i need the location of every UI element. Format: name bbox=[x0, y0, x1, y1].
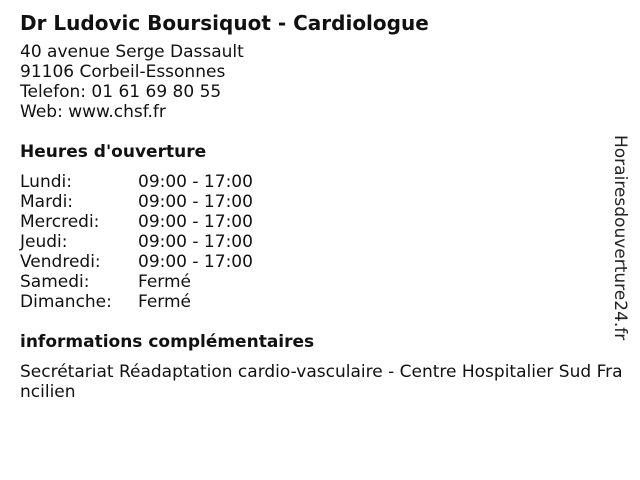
website-line: Web: www.chsf.fr bbox=[20, 102, 166, 122]
time-value: 09:00 - 17:00 bbox=[138, 232, 253, 252]
time-value: 09:00 - 17:00 bbox=[138, 212, 253, 232]
day-label: Jeudi: bbox=[20, 232, 68, 252]
hours-row-tuesday bbox=[20, 192, 610, 212]
business-name: Dr Ludovic Boursiquot - Cardiologue bbox=[20, 11, 429, 35]
hours-row-saturday bbox=[20, 272, 610, 292]
hours-row-wednesday bbox=[20, 212, 610, 232]
hours-row-thursday bbox=[20, 232, 610, 252]
time-value: Fermé bbox=[138, 292, 192, 312]
time-value: 09:00 - 17:00 bbox=[138, 192, 253, 212]
additional-info-heading: informations complémentaires bbox=[20, 332, 315, 352]
hours-row-monday bbox=[20, 172, 610, 192]
day-label: Samedi: bbox=[20, 272, 90, 292]
day-label: Lundi: bbox=[20, 172, 72, 192]
additional-info-text: Secrétariat Réadaptation cardio-vasculaire - Centre Hospitalier Sud Francilien bbox=[20, 362, 623, 402]
address-line-city: 91106 Corbeil-Essonnes bbox=[20, 62, 226, 82]
day-label: Vendredi: bbox=[20, 252, 101, 272]
hours-row-sunday bbox=[20, 292, 610, 312]
phone-line: Telefon: 01 61 69 80 55 bbox=[20, 82, 222, 102]
day-label: Mercredi: bbox=[20, 212, 100, 232]
time-value: Fermé bbox=[138, 272, 192, 292]
opening-hours-heading: Heures d'ouverture bbox=[20, 142, 207, 162]
hours-row-friday bbox=[20, 252, 610, 272]
address-line-street: 40 avenue Serge Dassault bbox=[20, 42, 244, 62]
time-value: 09:00 - 17:00 bbox=[138, 252, 253, 272]
day-label: Dimanche: bbox=[20, 292, 112, 312]
site-watermark: Horairesdouverture24.fr bbox=[610, 135, 630, 341]
opening-hours-table bbox=[20, 172, 610, 312]
time-value: 09:00 - 17:00 bbox=[138, 172, 253, 192]
day-label: Mardi: bbox=[20, 192, 74, 212]
